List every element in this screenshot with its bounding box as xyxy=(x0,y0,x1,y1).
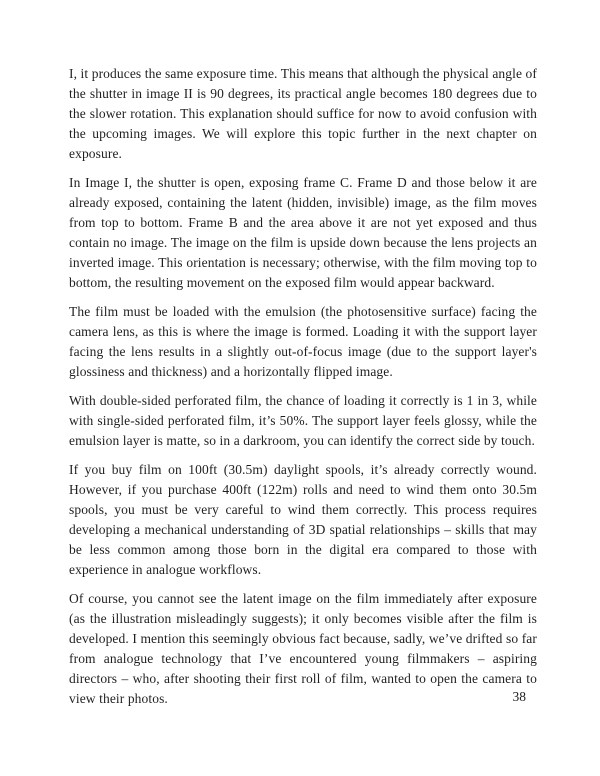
paragraph-shutter-exposure: I, it produces the same exposure time. This means that although the physical angle of the shutter in image II is 90 degrees, its practical angle becomes 180 degrees due to the slower rotation. This explanation should suffice for now to avoid confusion with the upcoming images. We will explore this topic further in the next chapter on exposure. xyxy=(69,66,537,161)
paragraph-image-one-frames: In Image I, the shutter is open, exposing frame C. Frame D and those below it are already exposed, containing the latent (hidden, invisible) image, as the film moves from top to bottom. Frame B and the area above it are not yet exposed and thus contain no image. The image on the film is upside down because the lens projects an inverted image. This orientation is necessary; otherwise, with the film moving top to bottom, the resulting movement on the exposed film would appear backward. xyxy=(69,175,537,290)
page-number: 38 xyxy=(512,689,526,704)
paragraph-latent-image: Of course, you cannot see the latent image on the film immediately after exposure (as the illustration misleadingly suggests); it only becomes visible after the film is developed. I mention this seemingly obvious fact because, sadly, we’ve drifted so far from analogue technology that I’ve encountered young filmmakers – aspiring directors – who, after shooting their first roll of film, wanted to open the camera to view their photos. xyxy=(69,591,537,706)
paragraph-daylight-spools: If you buy film on 100ft (30.5m) daylight spools, it’s already correctly wound. However, if you purchase 400ft (122m) rolls and need to wind them onto 30.5m spools, you must be very careful to wind them correctly. This process requires developing a mechanical understanding of 3D spatial relationships – skills that may be less common among those born in the digital era compared to those with experience in analogue workflows. xyxy=(69,462,537,577)
text-block xyxy=(69,64,537,709)
paragraph-perforated-film: With double-sided perforated film, the chance of loading it correctly is 1 in 3, while with single-sided perforated film, it’s 50%. The support layer feels glossy, while the emulsion layer is matte, so in a darkroom, you can identify the correct side by touch. xyxy=(69,393,537,448)
paragraph-emulsion-loading: The film must be loaded with the emulsion (the photosensitive surface) facing the camera lens, as this is where the image is formed. Loading it with the support layer facing the lens results in a slightly out-of-focus image (due to the support layer's glossiness and thickness) and a horizontally flipped image. xyxy=(69,304,537,379)
